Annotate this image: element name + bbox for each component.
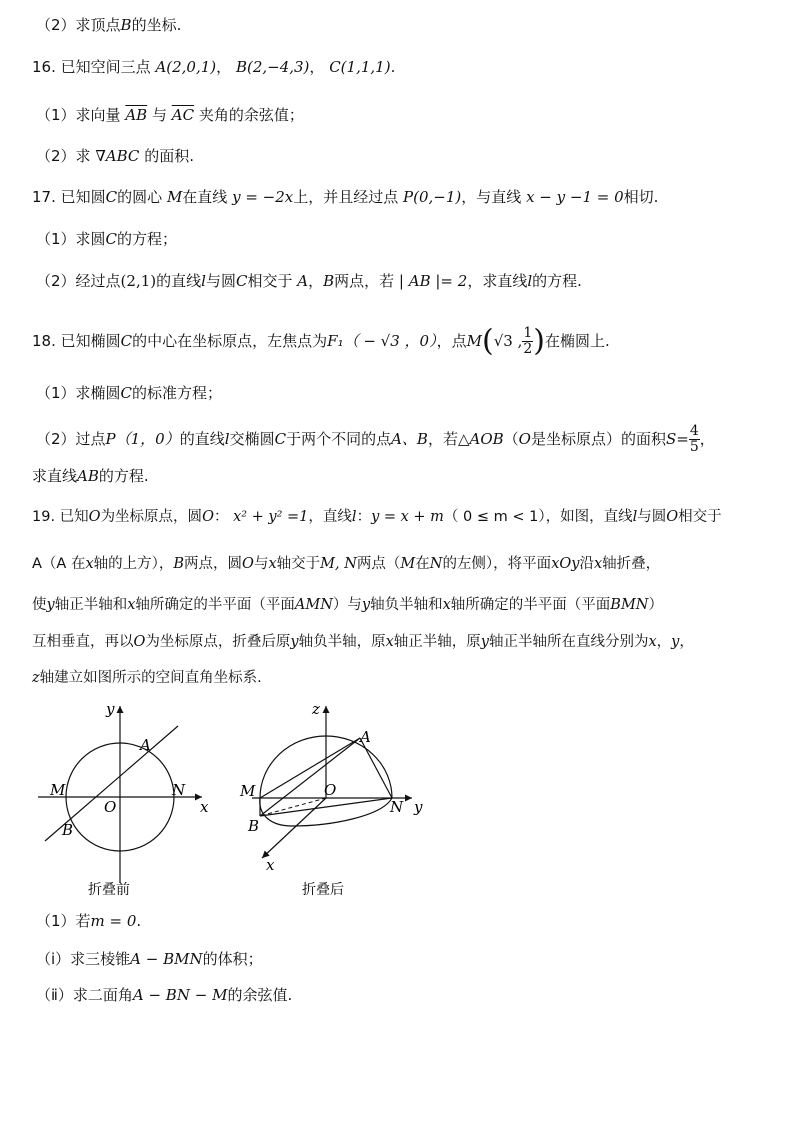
label-m: M xyxy=(240,782,256,800)
question-18: 18. 已知椭圆C的中心在坐标原点，左焦点为F₁（ − √3 ，0），点M(√3 , $\frac{1}{2}$ )在椭圆上. xyxy=(32,323,610,359)
figure-before-fold xyxy=(30,698,230,898)
vector-ac: $\overline{AC}$ xyxy=(171,106,195,124)
label-n: N xyxy=(390,798,404,816)
question-19-line3: 使y轴正半轴和x轴所确定的半平面（平面AMN）与y轴负半轴和x轴所确定的半平面（平面BMN） xyxy=(32,597,663,613)
caption-before: 折叠前 xyxy=(88,882,130,898)
question-19-part1-ii: （ⅱ）求二面角A − BN − M的余弦值. xyxy=(36,986,293,1004)
label-a: A xyxy=(360,728,371,746)
question-18-part2: （2）过点P（1，0）的直线l交椭圆C于两个不同的点A、B，若△AOB（O是坐标原点）的面积S= $\frac{4}{5}$ ， xyxy=(36,423,715,455)
point-a: A(2,0,1) xyxy=(155,58,217,76)
question-17-part1: （1）求圆C的方程； xyxy=(36,230,178,248)
edge-ma xyxy=(260,738,360,798)
fraction-four-fifths: $\frac{4}{5}$ xyxy=(689,423,699,455)
question-19: 19. 已知O为坐标原点，圆O： x² + y² =1，直线l：y = x + m（ 0 ≤ m < 1），如图，直线l与圆O相交于 xyxy=(32,509,722,525)
question-18-part2-cont: 求直线AB的方程. xyxy=(32,467,149,485)
label-y: y xyxy=(414,798,423,816)
question-16: 16. 已知空间三点 A(2,0,1)， B(2,−4,3)， C(1,1,1). xyxy=(32,58,396,76)
q15-part2: （2）求顶点B的坐标. xyxy=(36,16,182,34)
lower-semi-ellipse xyxy=(260,798,392,826)
label-m: M xyxy=(50,781,66,799)
question-19-line2: A（A 在x轴的上方），B两点，圆O与x轴交于M, N两点（M在N的左侧），将平面xOy沿x轴折叠， xyxy=(32,556,661,572)
caption-after: 折叠后 xyxy=(302,882,344,898)
question-19-part1: （1）若m = 0. xyxy=(36,912,142,930)
label-z: z xyxy=(312,700,320,718)
label-x: x xyxy=(266,856,275,874)
question-19-part1-i: （ⅰ）求三棱锥A − BMN的体积； xyxy=(36,950,263,968)
question-19-line5: z轴建立如图所示的空间直角坐标系. xyxy=(32,670,262,686)
edge-an xyxy=(360,738,392,798)
label-x: x xyxy=(200,798,209,816)
question-19-line4: 互相垂直，再以O为坐标原点，折叠后原y轴负半轴，原x轴正半轴，原y轴正半轴所在直线分别为x，y， xyxy=(32,634,694,650)
label-a: A xyxy=(140,736,151,754)
question-17: 17. 已知圆C的圆心 M在直线 y = −2x上，并且经过点 P(0,−1)，与直线 x − y −1 = 0相切. xyxy=(32,188,659,206)
question-18-part1: （1）求椭圆C的标准方程； xyxy=(36,384,223,402)
label-n: N xyxy=(172,781,186,799)
figure-after-fold xyxy=(232,698,442,898)
point-b: B(2,−4,3) xyxy=(235,58,310,76)
label-y: y xyxy=(106,700,115,718)
label-o: O xyxy=(324,781,337,799)
question-16-part1: （1）求向量 $\overline{AB}$ 与 $\overline{AC}$ 夹角的余弦值； xyxy=(36,106,304,124)
label-b: B xyxy=(248,817,260,835)
label-o: O xyxy=(104,798,117,816)
vector-ab: $\overline{AB}$ xyxy=(125,106,148,124)
label-b: B xyxy=(62,821,74,839)
fraction-half: $\frac{1}{2}$ xyxy=(523,325,533,357)
point-c: C(1,1,1) xyxy=(329,58,391,76)
question-17-part2: （2）经过点(2,1)的直线l与圆C相交于 A，B两点，若 | AB |= 2，求直线l的方程. xyxy=(36,272,582,290)
question-16-part2: （2）求 ∇ABC 的面积. xyxy=(36,147,194,165)
